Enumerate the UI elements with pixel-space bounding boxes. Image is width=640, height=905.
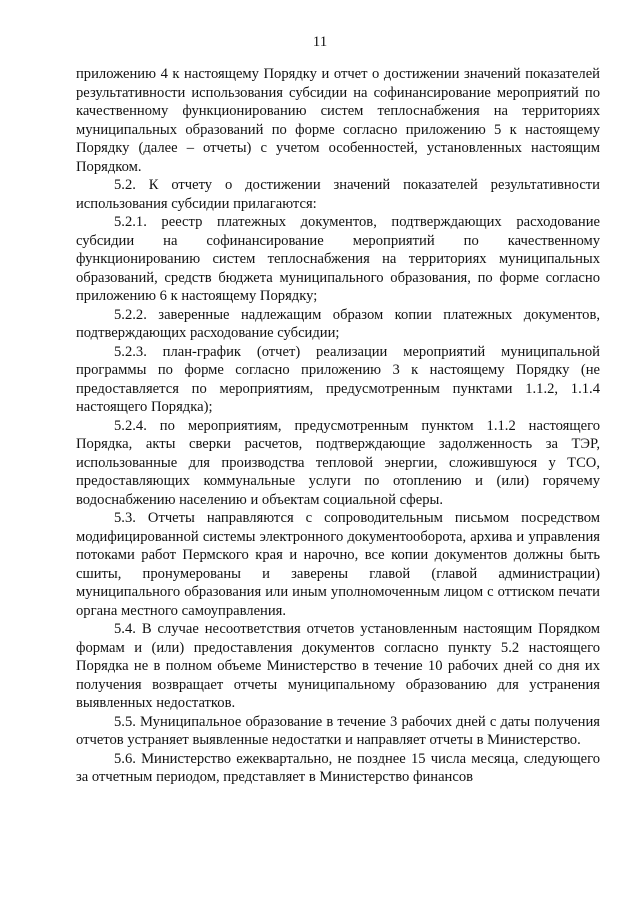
paragraph-5-6: 5.6. Министерство ежеквартально, не позднее 15 числа месяца, следующего за отчетным периодом, представляет в Министерство финансов bbox=[76, 750, 600, 785]
paragraph-5-2-1: 5.2.1. реестр платежных документов, подтверждающих расходование субсидии на софинансирование мероприятий по качественному функционированию систем теплоснабжения на территориях муниципальных образований, средств бюджета муниципального образования, по форме согласно приложению 6 к настоящему Порядку; bbox=[76, 214, 600, 304]
paragraph-5-2-3: 5.2.3. план-график (отчет) реализации мероприятий муниципальной программы по форме согласно приложению 3 к настоящему Порядку (не предоставляется по мероприятиям, предусмотренным пунктами 1.1.2, 1.1.4 настоящего Порядка); bbox=[76, 343, 600, 415]
document-body bbox=[76, 65, 600, 787]
paragraph-5-2-2: 5.2.2. заверенные надлежащим образом копии платежных документов, подтверждающих расходование субсидии; bbox=[76, 306, 600, 341]
paragraph-continuation: приложению 4 к настоящему Порядку и отчет о достижении значений показателей результативности использования субсидии на софинансирование мероприятий по качественному функционированию систем теплоснабжения на территориях муниципальных образований по форме согласно приложению 5 к настоящему Порядку (далее – отчеты) с учетом особенностей, установленных настоящим Порядком. bbox=[76, 66, 600, 175]
paragraph-5-2-4: 5.2.4. по мероприятиям, предусмотренным пунктом 1.1.2 настоящего Порядка, акты сверки расчетов, подтверждающие задолженность за ТЭР, использованные для производства тепловой энергии, сложившуюся у ТСО, предоставляющих коммунальные услуги по отоплению и (или) горячему водоснабжению населению и объектам социальной сферы. bbox=[76, 417, 600, 508]
page-number: 11 bbox=[312, 34, 328, 50]
paragraph-5-5: 5.5. Муниципальное образование в течение 3 рабочих дней с даты получения отчетов устраняет выявленные недостатки и направляет отчеты в Министерство. bbox=[76, 713, 600, 748]
paragraph-5-4: 5.4. В случае несоответствия отчетов установленным настоящим Порядком формам и (или) предоставления документов согласно пункту 5.2 настоящего Порядка не в полном объеме Министерство в течение 10 рабочих дней со дня их получения возвращает отчеты муниципальному образованию для устранения выявленных недостатков. bbox=[76, 621, 600, 711]
paragraph-5-3: 5.3. Отчеты направляются с сопроводительным письмом посредством модифицированной системы электронного документооборота, архива и управления потоками работ Пермского края и нарочно, все копии документов должны быть сшиты, пронумерованы и заверены главой (главой администрации) муниципального образования или иным уполномоченным лицом с оттиском печати органа местного самоуправления. bbox=[76, 510, 600, 619]
paragraph-5-2: 5.2. К отчету о достижении значений показателей результативности использования субсидии прилагаются: bbox=[76, 177, 600, 212]
